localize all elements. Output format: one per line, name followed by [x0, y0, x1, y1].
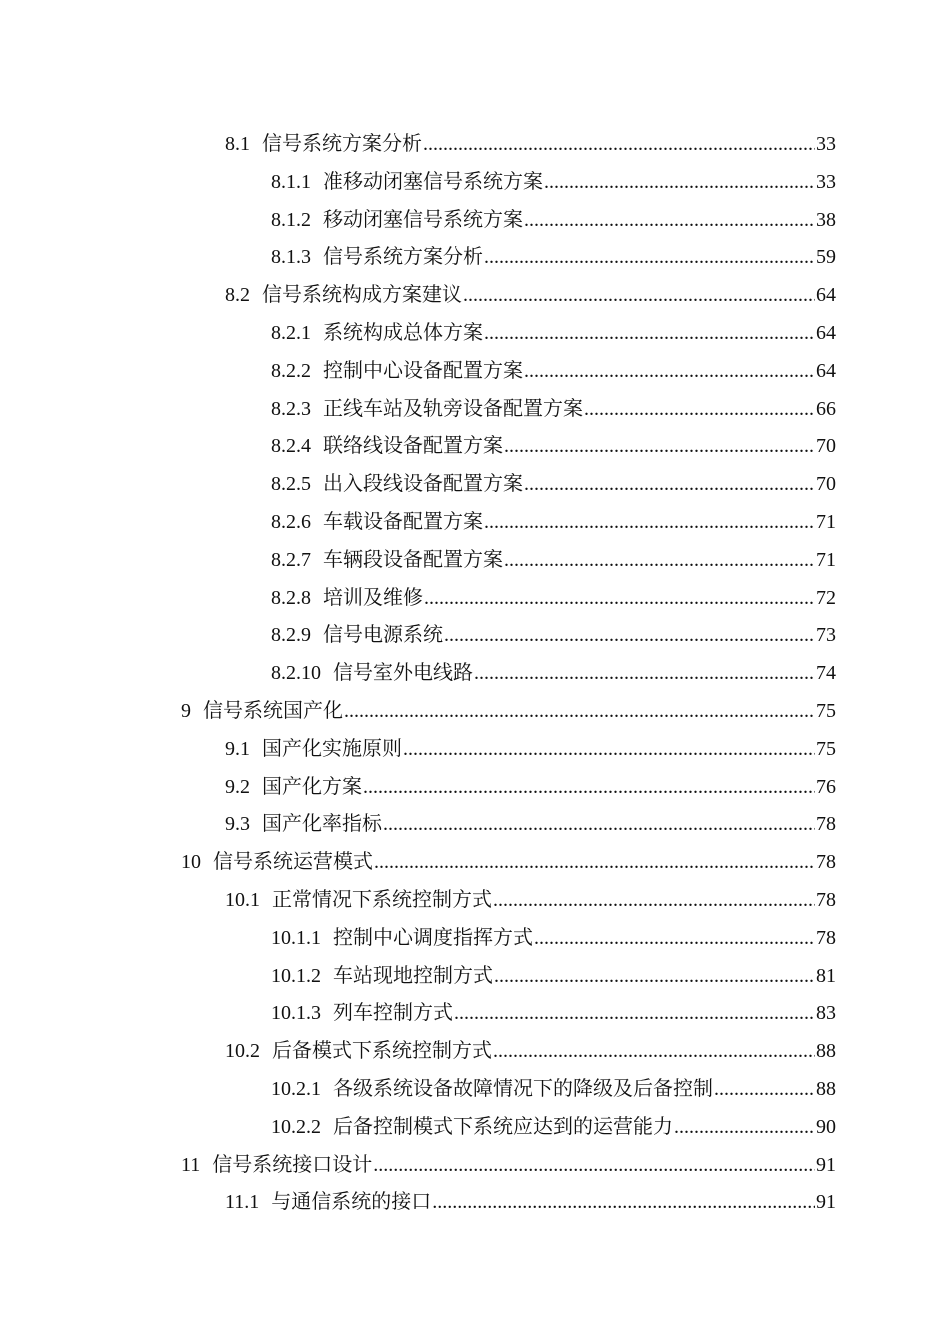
toc-entry-title: 信号系统接口设计 — [212, 1153, 373, 1176]
toc-dot-leader — [524, 466, 815, 504]
toc-entry-10-2-2[interactable] — [0, 1109, 950, 1147]
toc-entry-number: 10.1 — [225, 888, 260, 911]
toc-entry-8-2-3[interactable] — [0, 391, 950, 429]
toc-entry-8-2-4[interactable] — [0, 428, 950, 466]
toc-entry-page: 83 — [816, 1002, 836, 1025]
toc-entry-title: 国产化率指标 — [262, 813, 382, 836]
toc-entry-number: 8.2.3 — [271, 397, 311, 420]
toc-entry-number: 10.2.2 — [271, 1115, 321, 1138]
toc-entry-page: 66 — [816, 397, 836, 420]
toc-entry-number: 9.2 — [225, 775, 250, 798]
toc-entry-8-2-8[interactable] — [0, 580, 950, 618]
toc-entry-number: 9.3 — [225, 813, 250, 836]
toc-entry-9-3[interactable] — [0, 806, 950, 844]
toc-entry-page: 78 — [816, 851, 836, 874]
toc-entry-8-2-10[interactable] — [0, 655, 950, 693]
toc-dot-leader — [493, 1033, 815, 1071]
toc-entry-title: 信号系统国产化 — [203, 699, 343, 722]
toc-entry-11[interactable] — [0, 1147, 950, 1185]
toc-dot-leader — [363, 769, 815, 807]
toc-entry-page: 75 — [816, 699, 836, 722]
toc-entry-number: 10.2 — [225, 1040, 260, 1063]
toc-entry-10-2[interactable] — [0, 1033, 950, 1071]
toc-entry-title: 后备控制模式下系统应达到的运营能力 — [333, 1115, 673, 1138]
toc-entry-title: 与通信系统的接口 — [271, 1191, 432, 1214]
toc-entry-8-2-9[interactable] — [0, 617, 950, 655]
toc-entry-number: 8.1.2 — [271, 208, 311, 231]
toc-entry-title: 信号系统方案分析 — [262, 133, 422, 155]
toc-entry-number: 9 — [181, 699, 191, 722]
toc-entry-10-1-1[interactable] — [0, 920, 950, 958]
toc-entry-title: 国产化实施原则 — [262, 737, 402, 760]
toc-entry-page: 91 — [816, 1191, 836, 1214]
toc-entry-8-1-2[interactable] — [0, 202, 950, 240]
toc-entry-title: 信号系统运营模式 — [213, 851, 373, 874]
toc-entry-number: 8.2.10 — [271, 662, 321, 685]
toc-dot-leader — [474, 655, 815, 693]
toc-dot-leader — [504, 428, 815, 466]
toc-entry-page: 64 — [816, 359, 836, 382]
toc-entry-title: 车载设备配置方案 — [323, 510, 483, 533]
toc-entry-title: 车站现地控制方式 — [333, 964, 493, 987]
toc-entry-page: 76 — [816, 775, 836, 798]
toc-dot-leader — [493, 882, 815, 920]
toc-entry-8-2[interactable] — [0, 277, 950, 315]
toc-dot-leader — [494, 958, 815, 996]
toc-entry-8-1[interactable] — [0, 126, 950, 164]
toc-dot-leader — [383, 806, 815, 844]
toc-dot-leader — [344, 693, 815, 731]
toc-dot-leader — [524, 353, 815, 391]
toc-entry-page: 78 — [816, 813, 836, 836]
toc-entry-page: 70 — [816, 435, 836, 458]
toc-entry-title: 培训及维修 — [323, 586, 423, 609]
toc-entry-8-2-7[interactable] — [0, 542, 950, 580]
toc-entry-number: 8.2.1 — [271, 321, 311, 344]
toc-entry-page: 88 — [816, 1040, 836, 1063]
toc-dot-leader — [674, 1109, 815, 1147]
toc-entry-page: 81 — [816, 964, 836, 987]
toc-entry-number: 8.2 — [225, 284, 250, 307]
toc-dot-leader — [524, 202, 815, 240]
toc-dot-leader — [432, 1184, 815, 1222]
toc-entry-number: 8.2.4 — [271, 435, 311, 458]
toc-dot-leader — [444, 617, 815, 655]
toc-entry-10-2-1[interactable] — [0, 1071, 950, 1109]
toc-dot-leader — [584, 391, 815, 429]
toc-entry-title: 控制中心调度指挥方式 — [333, 926, 533, 949]
toc-entry-number: 10 — [181, 851, 201, 874]
table-of-contents — [0, 126, 950, 1222]
toc-entry-number: 11.1 — [225, 1191, 260, 1214]
toc-entry-title: 后备模式下系统控制方式 — [272, 1040, 492, 1063]
toc-entry-title: 系统构成总体方案 — [323, 321, 483, 344]
toc-dot-leader — [403, 731, 815, 769]
toc-entry-page: 74 — [816, 662, 836, 685]
toc-entry-page: 71 — [816, 510, 836, 533]
toc-entry-page: 59 — [816, 246, 836, 269]
toc-dot-leader — [484, 504, 815, 542]
toc-entry-title: 信号室外电线路 — [333, 662, 473, 685]
toc-entry-page: 78 — [816, 926, 836, 949]
toc-entry-page: 64 — [816, 284, 836, 307]
toc-entry-number: 10.1.1 — [271, 926, 321, 949]
toc-entry-number: 8.1 — [225, 133, 250, 155]
toc-entry-number: 8.2.7 — [271, 548, 311, 571]
toc-entry-page: 70 — [816, 473, 836, 496]
toc-entry-page: 91 — [816, 1153, 836, 1176]
toc-entry-page: 75 — [816, 737, 836, 760]
toc-entry-page: 73 — [816, 624, 836, 647]
toc-entry-8-2-6[interactable] — [0, 504, 950, 542]
toc-entry-9-1[interactable] — [0, 731, 950, 769]
toc-entry-title: 信号系统方案分析 — [323, 246, 483, 269]
toc-entry-page: 88 — [816, 1077, 836, 1100]
toc-entry-number: 8.2.2 — [271, 359, 311, 382]
toc-entry-title: 列车控制方式 — [333, 1002, 453, 1025]
toc-entry-page: 72 — [816, 586, 836, 609]
toc-dot-leader — [463, 277, 815, 315]
toc-entry-8-2-5[interactable] — [0, 466, 950, 504]
toc-entry-8-2-1[interactable] — [0, 315, 950, 353]
toc-entry-page: 33 — [816, 170, 836, 193]
toc-entry-9[interactable] — [0, 693, 950, 731]
toc-entry-10-1[interactable] — [0, 882, 950, 920]
toc-entry-10-1-3[interactable] — [0, 995, 950, 1033]
toc-entry-10-1-2[interactable] — [0, 958, 950, 996]
toc-entry-number: 8.1.3 — [271, 246, 311, 269]
toc-entry-number: 8.2.8 — [271, 586, 311, 609]
toc-dot-leader — [544, 164, 815, 202]
toc-entry-8-1-3[interactable] — [0, 239, 950, 277]
toc-dot-leader — [423, 126, 815, 164]
toc-dot-leader — [484, 315, 815, 353]
toc-entry-page: 33 — [816, 133, 836, 155]
toc-entry-title: 正线车站及轨旁设备配置方案 — [323, 397, 583, 420]
toc-entry-title: 出入段线设备配置方案 — [323, 473, 523, 496]
toc-dot-leader — [484, 239, 815, 277]
toc-entry-page: 64 — [816, 321, 836, 344]
toc-entry-number: 11 — [181, 1153, 201, 1176]
toc-dot-leader — [714, 1071, 815, 1109]
toc-entry-number: 8.2.9 — [271, 624, 311, 647]
toc-dot-leader — [424, 580, 815, 618]
toc-entry-title: 联络线设备配置方案 — [323, 435, 503, 458]
toc-dot-leader — [534, 920, 815, 958]
toc-dot-leader — [454, 995, 815, 1033]
toc-dot-leader — [374, 844, 815, 882]
toc-dot-leader — [373, 1147, 815, 1185]
toc-dot-leader — [504, 542, 815, 580]
toc-entry-page: 71 — [816, 548, 836, 571]
toc-entry-title: 车辆段设备配置方案 — [323, 548, 503, 571]
toc-entry-title: 国产化方案 — [262, 775, 362, 798]
toc-entry-11-1[interactable] — [0, 1184, 950, 1222]
toc-entry-number: 8.1.1 — [271, 170, 311, 193]
toc-entry-page: 78 — [816, 888, 836, 911]
toc-entry-title: 信号电源系统 — [323, 624, 443, 647]
toc-entry-title: 各级系统设备故障情况下的降级及后备控制 — [333, 1077, 713, 1100]
toc-entry-title: 正常情况下系统控制方式 — [272, 888, 492, 911]
toc-entry-8-2-2[interactable] — [0, 353, 950, 391]
toc-entry-8-1-1[interactable] — [0, 164, 950, 202]
toc-entry-9-2[interactable] — [0, 769, 950, 807]
toc-entry-number: 8.2.5 — [271, 473, 311, 496]
toc-entry-title: 信号系统构成方案建议 — [262, 284, 462, 307]
toc-entry-number: 10.1.3 — [271, 1002, 321, 1025]
toc-entry-page: 90 — [816, 1115, 836, 1138]
toc-entry-number: 9.1 — [225, 737, 250, 760]
toc-entry-title: 准移动闭塞信号系统方案 — [323, 170, 543, 193]
toc-entry-number: 10.2.1 — [271, 1077, 321, 1100]
toc-entry-10[interactable] — [0, 844, 950, 882]
toc-entry-title: 控制中心设备配置方案 — [323, 359, 523, 382]
toc-entry-page: 38 — [816, 208, 836, 231]
toc-entry-number: 10.1.2 — [271, 964, 321, 987]
toc-entry-number: 8.2.6 — [271, 510, 311, 533]
toc-entry-title: 移动闭塞信号系统方案 — [323, 208, 523, 231]
